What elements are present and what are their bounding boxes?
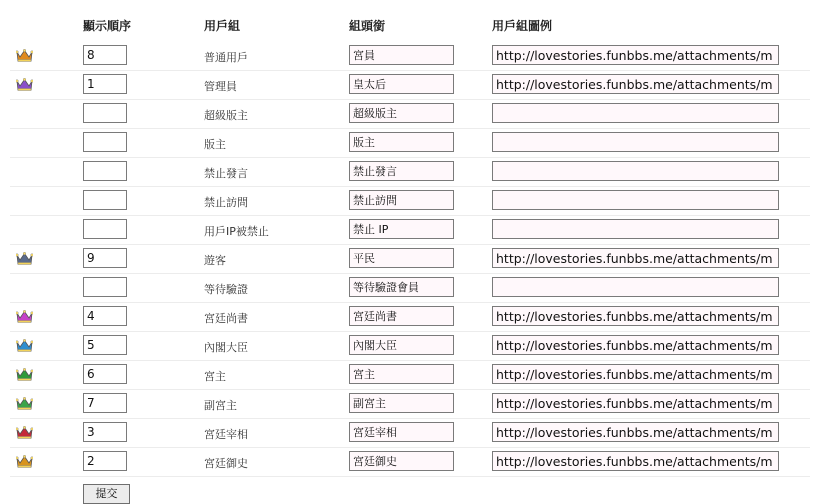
header-title: 組頭銜 — [349, 19, 386, 33]
user-group-name: 普通用戶 — [204, 51, 248, 64]
group-icon-url-input[interactable] — [492, 132, 779, 152]
user-group-name: 禁止發言 — [204, 167, 248, 180]
group-title-input[interactable] — [349, 219, 454, 239]
display-order-input[interactable] — [83, 132, 127, 152]
display-order-input[interactable] — [83, 74, 127, 94]
display-order-input[interactable] — [83, 103, 127, 123]
user-group-name: 內閣大臣 — [204, 341, 248, 354]
group-title-input[interactable] — [349, 422, 454, 442]
group-title-input[interactable] — [349, 393, 454, 413]
user-group-name: 禁止訪問 — [204, 196, 248, 209]
table-row — [10, 447, 810, 477]
group-title-input[interactable] — [349, 45, 454, 65]
group-icon-url-input[interactable] — [492, 248, 779, 268]
group-icon-url-input[interactable] — [492, 190, 779, 210]
crown-icon — [16, 78, 33, 92]
group-icon-url-input[interactable] — [492, 306, 779, 326]
display-order-input[interactable] — [83, 306, 127, 326]
submit-button[interactable]: 提交 — [83, 484, 130, 504]
group-icon-url-input[interactable] — [492, 422, 779, 442]
table-row — [10, 157, 810, 187]
group-title-input[interactable] — [349, 335, 454, 355]
user-group-name: 宮廷御史 — [204, 457, 248, 470]
user-group-name: 用戶IP被禁止 — [204, 225, 269, 238]
display-order-input[interactable] — [83, 451, 127, 471]
group-title-input[interactable] — [349, 248, 454, 268]
crown-icon — [16, 397, 33, 411]
crown-icon — [16, 252, 33, 266]
table-row — [10, 215, 810, 245]
group-title-input[interactable] — [349, 306, 454, 326]
crown-icon — [16, 49, 33, 63]
group-title-input[interactable] — [349, 74, 454, 94]
table-row — [10, 302, 810, 332]
group-icon-url-input[interactable] — [492, 161, 779, 181]
display-order-input[interactable] — [83, 422, 127, 442]
group-title-input[interactable] — [349, 277, 454, 297]
display-order-input[interactable] — [83, 161, 127, 181]
display-order-input[interactable] — [83, 277, 127, 297]
group-icon-url-input[interactable] — [492, 393, 779, 413]
group-icon-url-input[interactable] — [492, 451, 779, 471]
group-title-input[interactable] — [349, 132, 454, 152]
group-icon-url-input[interactable] — [492, 74, 779, 94]
table-row — [10, 99, 810, 129]
table-row — [10, 331, 810, 361]
table-row — [10, 128, 810, 158]
user-group-name: 管理員 — [204, 80, 237, 93]
table-row — [10, 418, 810, 448]
crown-icon — [16, 368, 33, 382]
display-order-input[interactable] — [83, 364, 127, 384]
crown-icon — [16, 455, 33, 469]
display-order-input[interactable] — [83, 393, 127, 413]
table-row — [10, 273, 810, 303]
crown-icon — [16, 426, 33, 440]
table-row — [10, 70, 810, 100]
crown-icon — [16, 339, 33, 353]
crown-icon — [16, 310, 33, 324]
header-group: 用戶組 — [204, 19, 241, 33]
group-title-input[interactable] — [349, 103, 454, 123]
user-group-name: 版主 — [204, 138, 226, 151]
group-icon-url-input[interactable] — [492, 219, 779, 239]
table-row — [10, 244, 810, 274]
group-icon-url-input[interactable] — [492, 103, 779, 123]
table-row — [10, 360, 810, 390]
user-group-name: 超級版主 — [204, 109, 248, 122]
table-row — [10, 41, 810, 71]
group-icon-url-input[interactable] — [492, 45, 779, 65]
header-order: 顯示順序 — [83, 19, 132, 33]
user-group-name: 副宮主 — [204, 399, 237, 412]
table-row — [10, 186, 810, 216]
display-order-input[interactable] — [83, 190, 127, 210]
group-icon-url-input[interactable] — [492, 335, 779, 355]
group-title-input[interactable] — [349, 190, 454, 210]
user-group-name: 宮廷宰相 — [204, 428, 248, 441]
group-icon-url-input[interactable] — [492, 364, 779, 384]
display-order-input[interactable] — [83, 219, 127, 239]
group-title-input[interactable] — [349, 451, 454, 471]
group-icon-url-input[interactable] — [492, 277, 779, 297]
display-order-input[interactable] — [83, 45, 127, 65]
display-order-input[interactable] — [83, 248, 127, 268]
user-group-name: 等待驗證 — [204, 283, 248, 296]
user-group-name: 遊客 — [204, 254, 226, 267]
user-group-name: 宮主 — [204, 370, 226, 383]
header-icon: 用戶組圖例 — [492, 19, 553, 33]
group-title-input[interactable] — [349, 161, 454, 181]
display-order-input[interactable] — [83, 335, 127, 355]
table-row — [10, 389, 810, 419]
group-title-input[interactable] — [349, 364, 454, 384]
user-group-name: 宮廷尚書 — [204, 312, 248, 325]
